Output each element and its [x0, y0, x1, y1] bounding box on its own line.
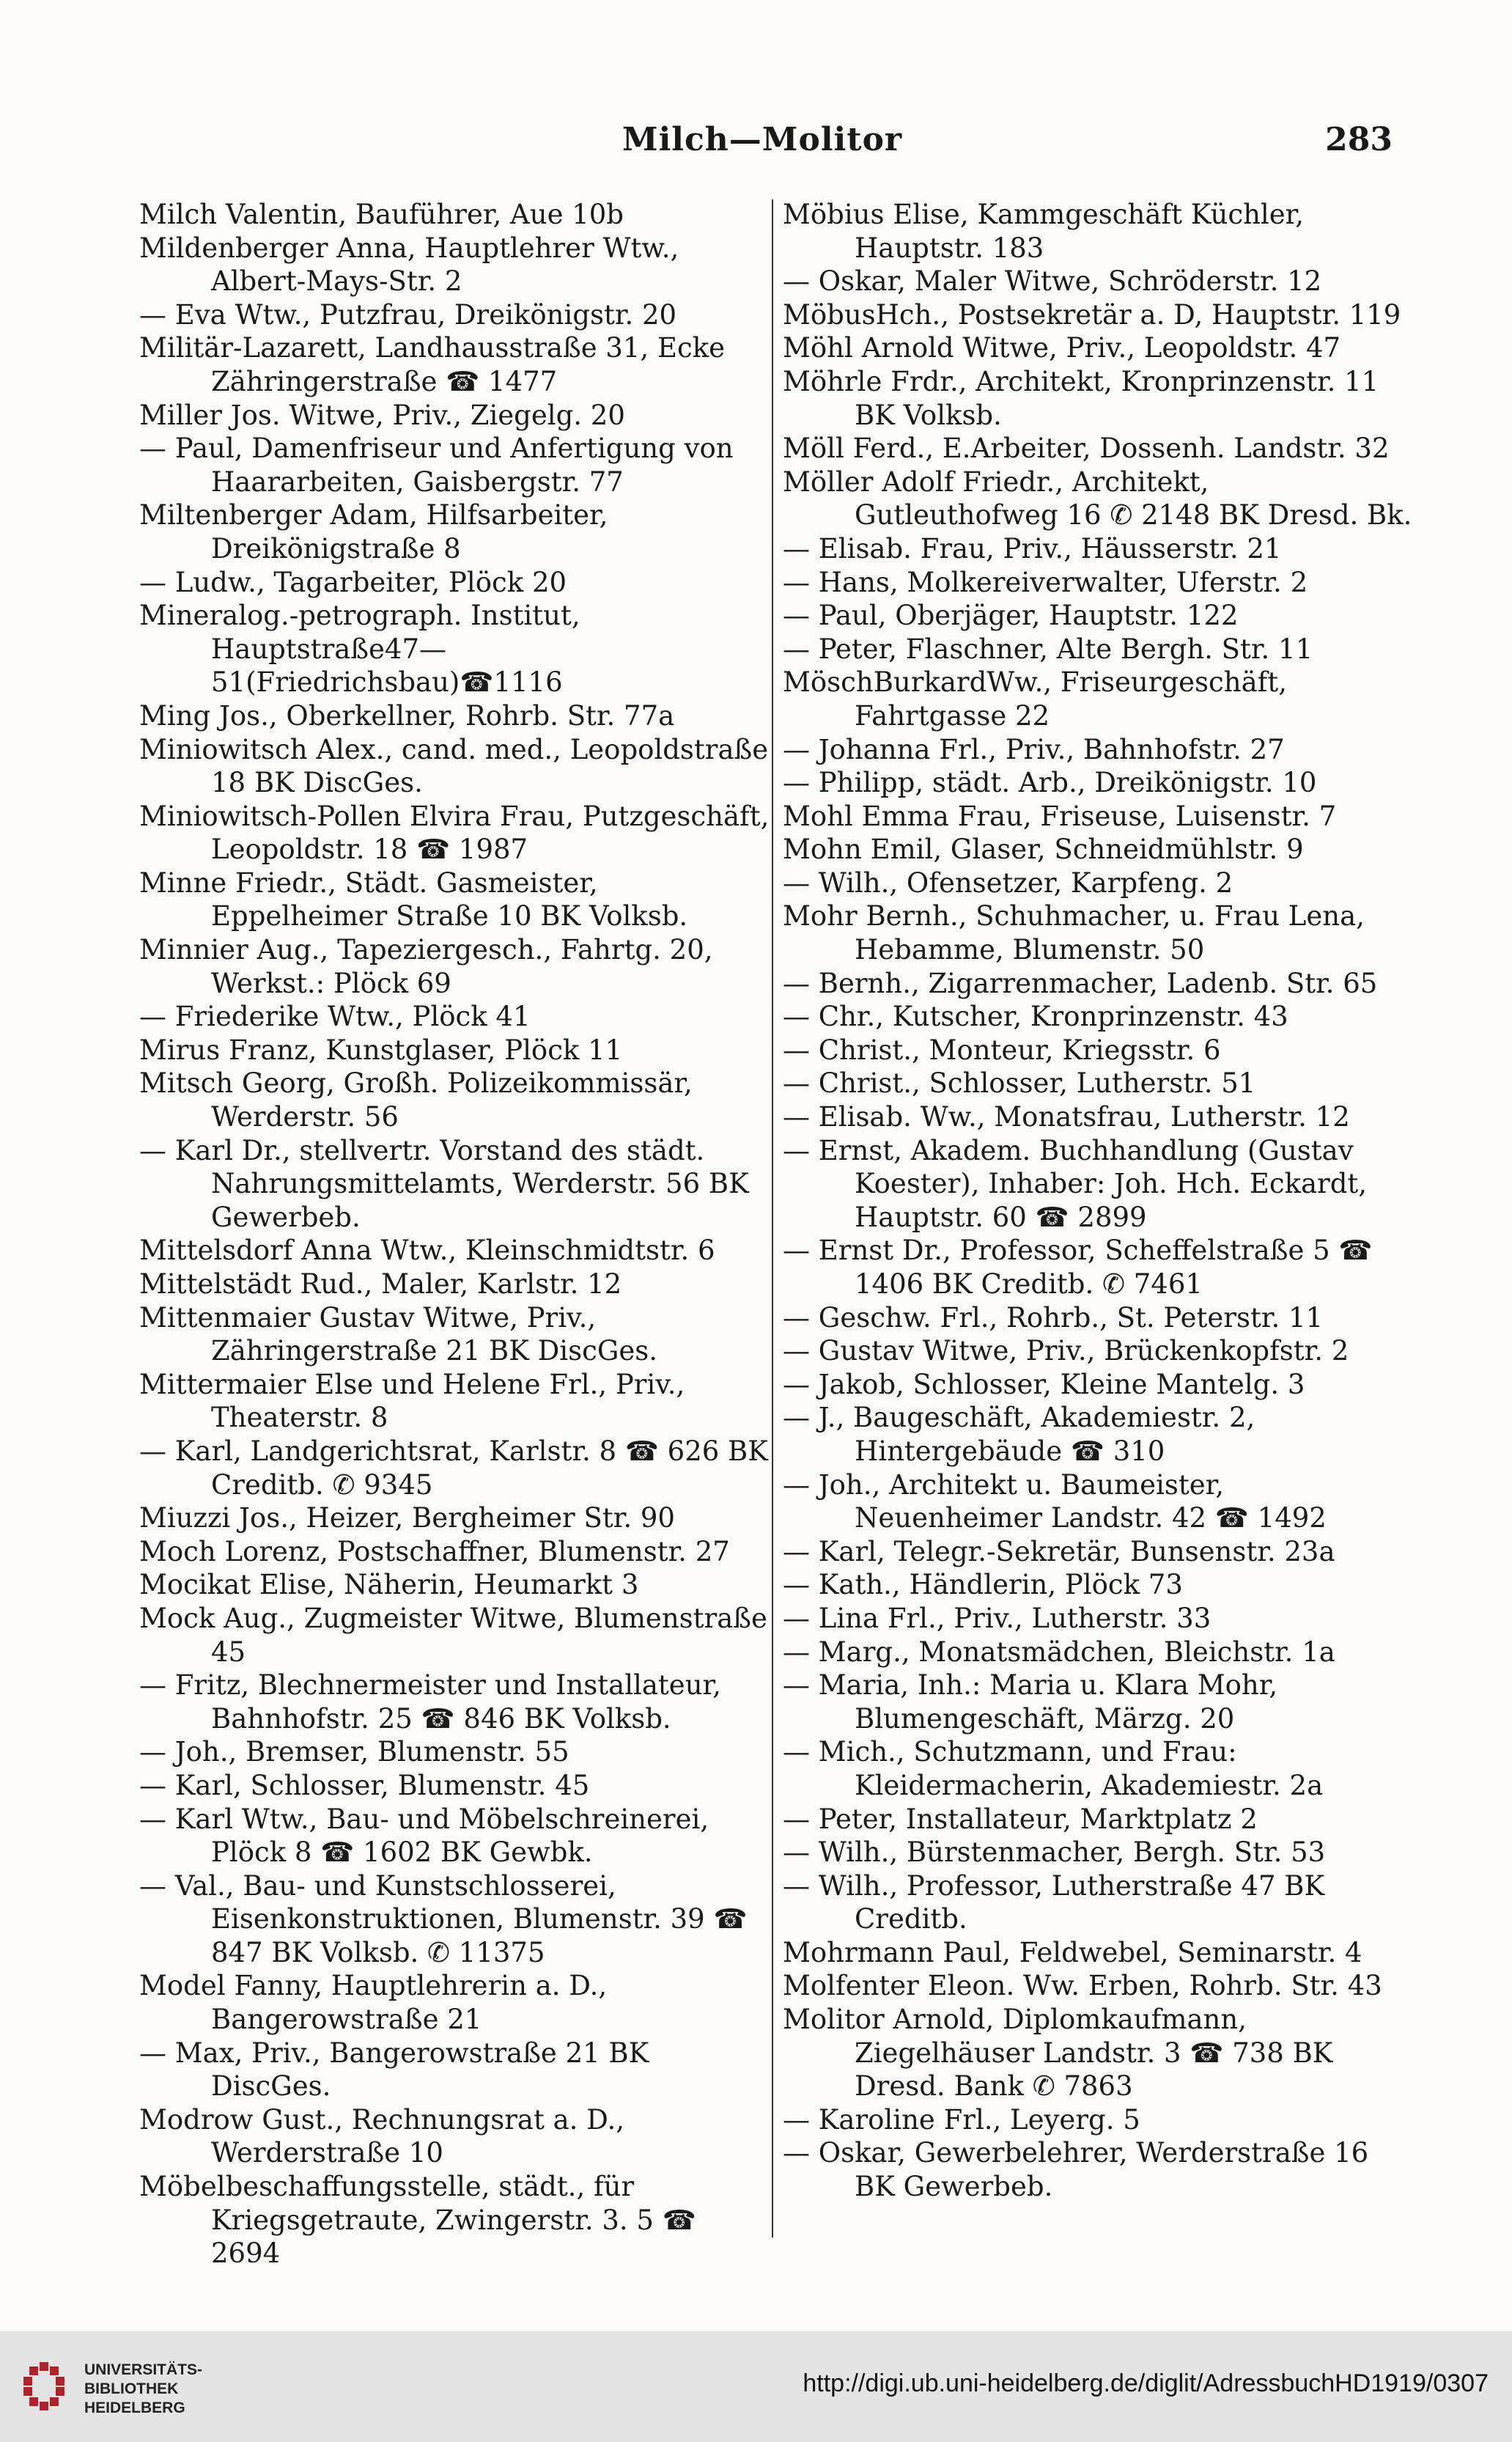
- directory-entry: — Paul, Oberjäger, Hauptstr. 122: [783, 600, 1239, 632]
- directory-entry: Modrow Gust., Rechnungsrat a. D., Werderstraße 10: [139, 2103, 625, 2169]
- directory-entry: — Geschw. Frl., Rohrb., St. Peterstr. 11: [783, 1301, 1324, 1334]
- directory-entry: Milch Valentin, Bauführer, Aue 10b: [139, 199, 624, 230]
- directory-entry: — Lina Frl., Priv., Lutherstr. 33: [783, 1602, 1212, 1634]
- library-name: [84, 2361, 202, 2418]
- directory-entry: Möhrle Frdr., Architekt, Kronprinzenstr. 11 BK Volksb.: [783, 365, 1379, 431]
- directory-entry: Model Fanny, Hauptlehrerin a. D., Bangerowstraße 21: [139, 1970, 608, 2036]
- directory-entry: — Karl, Schlosser, Blumenstr. 45: [139, 1769, 590, 1801]
- directory-entry: MöbusHch., Postsekretär a. D, Hauptstr. 119: [783, 298, 1401, 331]
- directory-entry: Miniowitsch Alex., cand. med., Leopoldstraße 18 BK DiscGes.: [139, 733, 769, 799]
- directory-entry: Mildenberger Anna, Hauptlehrer Wtw., Albert-Mays-Str. 2: [139, 232, 679, 298]
- directory-entry: Miltenberger Adam, Hilfsarbeiter, Dreikönigstraße 8: [139, 499, 608, 564]
- directory-entry: Mohl Emma Frau, Friseuse, Luisenstr. 7: [783, 800, 1337, 832]
- directory-entry: — Oskar, Maler Witwe, Schröderstr. 12: [783, 265, 1322, 298]
- directory-entry: Mohrmann Paul, Feldwebel, Seminarstr. 4: [783, 1936, 1362, 1968]
- directory-entry: — Mich., Schutzmann, und Frau: Kleidermacherin, Akademiestr. 2a: [783, 1736, 1324, 1801]
- directory-entry: Miller Jos. Witwe, Priv., Ziegelg. 20: [139, 399, 625, 431]
- directory-entry: — Fritz, Blechnermeister und Installateur, Bahnhofstr. 25 ☎ 846 BK Volksb.: [139, 1669, 721, 1735]
- directory-entry: — Wilh., Professor, Lutherstraße 47 BK Creditb.: [783, 1869, 1325, 1935]
- directory-entry: — J., Baugeschäft, Akademiestr. 2, Hintergebäude ☎ 310: [783, 1402, 1255, 1467]
- directory-entry: — Karl Wtw., Bau- und Möbelschreinerei, Plöck 8 ☎ 1602 BK Gewbk.: [139, 1803, 709, 1869]
- library-name-line: HEIDELBERG: [84, 2399, 185, 2416]
- directory-entry: Möhl Arnold Witwe, Priv., Leopoldstr. 47: [783, 332, 1341, 364]
- directory-entry: Mittermaier Else und Helene Frl., Priv., Theaterstr. 8: [139, 1368, 685, 1434]
- directory-entry: Mirus Franz, Kunstglaser, Plöck 11: [139, 1034, 623, 1066]
- directory-entry: — Eva Wtw., Putzfrau, Dreikönigstr. 20: [139, 298, 677, 331]
- directory-entry: Molfenter Eleon. Ww. Erben, Rohrb. Str. 43: [783, 1970, 1382, 2002]
- directory-entry: Mohr Bernh., Schuhmacher, u. Frau Lena, Hebamme, Blumenstr. 50: [783, 900, 1365, 966]
- directory-entry: Minne Friedr., Städt. Gasmeister, Eppelheimer Straße 10 BK Volksb.: [139, 867, 688, 933]
- directory-entry: — Ludw., Tagarbeiter, Plöck 20: [139, 566, 567, 598]
- directory-entry: — Bernh., Zigarrenmacher, Ladenb. Str. 65: [783, 967, 1378, 999]
- directory-entry: — Christ., Monteur, Kriegsstr. 6: [783, 1034, 1221, 1066]
- directory-entry: — Karoline Frl., Leyerg. 5: [783, 2103, 1140, 2136]
- directory-entry: Ming Jos., Oberkellner, Rohrb. Str. 77a: [139, 699, 675, 732]
- page-title: Milch—Molitor: [622, 121, 903, 158]
- directory-entry: — Elisab. Frau, Priv., Häusserstr. 21: [783, 532, 1282, 564]
- directory-entry: — Karl, Telegr.-Sekretär, Bunsenstr. 23a: [783, 1535, 1335, 1567]
- directory-entry: — Johanna Frl., Priv., Bahnhofstr. 27: [783, 733, 1285, 765]
- directory-entry: — Wilh., Ofensetzer, Karpfeng. 2: [783, 867, 1233, 899]
- directory-entry: — Friederike Wtw., Plöck 41: [139, 1001, 531, 1033]
- directory-entry: — Ernst Dr., Professor, Scheffelstraße 5 ☎ 1406 BK Creditb. ✆ 7461: [783, 1235, 1373, 1300]
- library-name-line: UNIVERSITÄTS-: [84, 2361, 203, 2378]
- directory-entry: Minnier Aug., Tapeziergesch., Fahrtg. 20, Werkst.: Plöck 69: [139, 934, 713, 999]
- directory-entry: — Philipp, städt. Arb., Dreikönigstr. 10: [783, 767, 1317, 799]
- source-url-link[interactable]: http://digi.ub.uni-heidelberg.de/diglit/AdressbuchHD1919/0307: [803, 2369, 1489, 2397]
- directory-entry: — Hans, Molkereiverwalter, Uferstr. 2: [783, 566, 1308, 598]
- directory-entry: Moch Lorenz, Postschaffner, Blumenstr. 27: [139, 1535, 730, 1567]
- directory-entry: — Gustav Witwe, Priv., Brückenkopfstr. 2: [783, 1335, 1349, 1367]
- directory-entry: Mittenmaier Gustav Witwe, Priv., Zähringerstraße 21 BK DiscGes.: [139, 1301, 658, 1367]
- directory-entry: Militär-Lazarett, Landhausstraße 31, Ecke Zähringerstraße ☎ 1477: [139, 332, 726, 397]
- left-column: [139, 198, 770, 2270]
- directory-entry: Mohn Emil, Glaser, Schneidmühlstr. 9: [783, 834, 1304, 866]
- library-logo-icon: [18, 2359, 70, 2412]
- directory-entry: — Peter, Installateur, Marktplatz 2: [783, 1803, 1258, 1835]
- directory-entry: Miuzzi Jos., Heizer, Bergheimer Str. 90: [139, 1502, 675, 1534]
- directory-entry: — Paul, Damenfriseur und Anfertigung von Haararbeiten, Gaisbergstr. 77: [139, 433, 734, 498]
- footer-bar: [0, 2331, 1512, 2442]
- page-header: [132, 121, 1393, 172]
- directory-entry: Miniowitsch-Pollen Elvira Frau, Putzgeschäft, Leopoldstr. 18 ☎ 1987: [139, 800, 770, 866]
- directory-entry: — Val., Bau- und Kunstschlosserei, Eisenkonstruktionen, Blumenstr. 39 ☎ 847 BK Volksb. ✆ 11375: [139, 1869, 748, 1968]
- directory-entry: Möll Ferd., E.Arbeiter, Dossenh. Landstr. 32: [783, 433, 1390, 465]
- right-column: [783, 198, 1413, 2204]
- directory-entry: — Karl Dr., stellvertr. Vorstand des städt. Nahrungsmittelamts, Werderstr. 56 BK Gewerbeb.: [139, 1134, 749, 1233]
- directory-entry: — Maria, Inh.: Maria u. Klara Mohr, Blumengeschäft, Märzg. 20: [783, 1669, 1278, 1735]
- directory-entry: Möbelbeschaffungsstelle, städt., für Kriegsgetraute, Zwingerstr. 3. 5 ☎ 2694: [139, 2171, 696, 2270]
- directory-entry: — Oskar, Gewerbelehrer, Werderstraße 16 BK Gewerbeb.: [783, 2137, 1369, 2203]
- directory-entry: — Chr., Kutscher, Kronprinzenstr. 43: [783, 1001, 1288, 1033]
- directory-entry: Mittelsdorf Anna Wtw., Kleinschmidtstr. 6: [139, 1235, 715, 1267]
- directory-entry: — Karl, Landgerichtsrat, Karlstr. 8 ☎ 626 BK Creditb. ✆ 9345: [139, 1435, 768, 1501]
- directory-entry: — Marg., Monatsmädchen, Bleichstr. 1a: [783, 1636, 1335, 1668]
- directory-entry: Möbius Elise, Kammgeschäft Küchler, Hauptstr. 183: [783, 199, 1305, 264]
- directory-entry: — Ernst, Akadem. Buchhandlung (Gustav Koester), Inhaber: Joh. Hch. Eckardt, Hauptstr. 60 ☎ 2899: [783, 1134, 1368, 1233]
- directory-entry: — Christ., Schlosser, Lutherstr. 51: [783, 1067, 1256, 1100]
- directory-entry: — Kath., Händlerin, Plöck 73: [783, 1569, 1183, 1601]
- directory-entry: Molitor Arnold, Diplomkaufmann, Ziegelhäuser Landstr. 3 ☎ 738 BK Dresd. Bank ✆ 7863: [783, 2004, 1333, 2103]
- directory-entry: — Wilh., Bürstenmacher, Bergh. Str. 53: [783, 1836, 1326, 1869]
- directory-entry: Mitsch Georg, Großh. Polizeikommissär, Werderstr. 56: [139, 1067, 693, 1133]
- directory-entry: Mineralog.-petrograph. Institut, Hauptstraße47—51(Friedrichsbau)☎1116: [139, 600, 580, 699]
- directory-entry: — Max, Priv., Bangerowstraße 21 BK DiscGes.: [139, 2037, 649, 2103]
- directory-entry: — Joh., Architekt u. Baumeister, Neuenheimer Landstr. 42 ☎ 1492: [783, 1468, 1327, 1534]
- directory-entry: Mocikat Elise, Näherin, Heumarkt 3: [139, 1569, 639, 1601]
- directory-entry: — Peter, Flaschner, Alte Bergh. Str. 11: [783, 633, 1313, 665]
- directory-entry: — Elisab. Ww., Monatsfrau, Lutherstr. 12: [783, 1101, 1350, 1133]
- directory-entry: — Joh., Bremser, Blumenstr. 55: [139, 1736, 569, 1768]
- directory-entry: — Jakob, Schlosser, Kleine Mantelg. 3: [783, 1368, 1305, 1400]
- directory-entry: Mock Aug., Zugmeister Witwe, Blumenstraße 45: [139, 1602, 767, 1668]
- directory-entry: Möller Adolf Friedr., Architekt, Gutleuthofweg 16 ✆ 2148 BK Dresd. Bk.: [783, 466, 1412, 532]
- page-number: 283: [1325, 121, 1393, 158]
- column-divider: [772, 199, 773, 2237]
- library-name-line: BIBLIOTHEK: [84, 2380, 179, 2397]
- directory-entry: MöschBurkardWw., Friseurgeschäft, Fahrtgasse 22: [783, 666, 1287, 732]
- directory-entry: Mittelstädt Rud., Maler, Karlstr. 12: [139, 1268, 622, 1300]
